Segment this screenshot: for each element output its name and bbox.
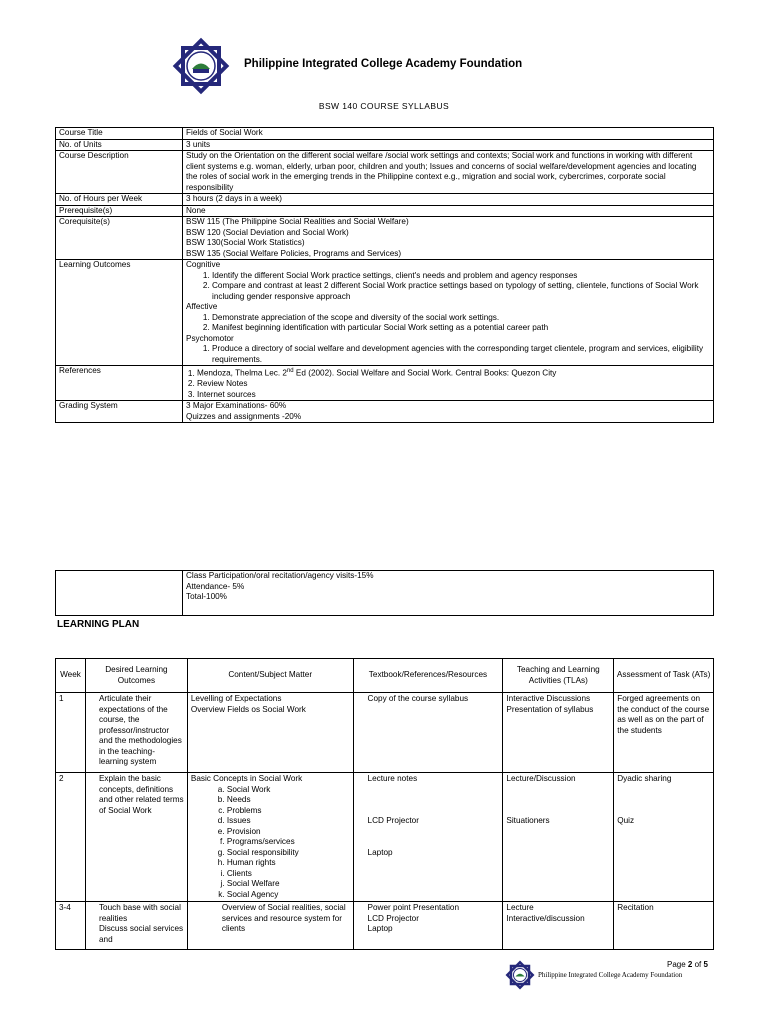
learning-plan-table bbox=[55, 658, 714, 950]
column-header: Week bbox=[56, 659, 86, 693]
list-item: 2. Review Notes bbox=[197, 379, 710, 390]
course-info-table bbox=[55, 127, 714, 423]
list-item: Touch base with social realities bbox=[98, 903, 181, 923]
label-cell bbox=[56, 571, 183, 616]
table-row bbox=[56, 773, 714, 902]
content-cell bbox=[187, 693, 353, 773]
list-item: e. Provision bbox=[227, 827, 350, 838]
label-cell: No. of Hours per Week bbox=[56, 194, 183, 206]
course-corequisites bbox=[183, 217, 714, 260]
column-header: Teaching and Learning Activities (TLAs) bbox=[503, 659, 614, 693]
ref-sup: nd bbox=[286, 368, 294, 374]
list-item: 1. Produce a directory of social welfare and development agencies with the corresponding target clientele, program and services, eligibility requirements. bbox=[212, 344, 710, 365]
outcome-heading: Psychomotor bbox=[186, 333, 234, 343]
course-description: Study on the Orientation on the different social welfare /social work settings and contexts; Social work and functions in working with different client systems e.g. woman, elderly, urban poor, children and youth; Issues and concerns of social welfare/development agencies and locating the roles of social work in the emerging trends in the Philippine context e.g., migration and social work, cybercrimes, corporate social responsibility bbox=[183, 151, 714, 194]
table-row bbox=[56, 217, 714, 260]
list-item: Attendance- 5% bbox=[186, 581, 245, 591]
table-row bbox=[56, 401, 714, 423]
list-item: BSW 120 (Social Deviation and Social Work) bbox=[186, 227, 349, 237]
table-row bbox=[56, 902, 714, 950]
assessment-cell: Recitation bbox=[614, 902, 714, 950]
org-name: Philippine Integrated College Academy Foundation bbox=[244, 58, 523, 70]
list-item: Class Participation/oral recitation/agency visits-15% bbox=[186, 571, 374, 580]
references bbox=[183, 366, 714, 401]
label-cell: Course Description bbox=[56, 151, 183, 194]
list-item: Interactive/discussion bbox=[506, 913, 585, 923]
tla-cell bbox=[503, 773, 614, 902]
list-item: k. Social Agency bbox=[227, 890, 350, 901]
table-row bbox=[56, 693, 714, 773]
list-item: Presentation of syllabus bbox=[506, 704, 594, 714]
list-item: f. Programs/services bbox=[227, 837, 350, 848]
resource-cell: Copy of the course syllabus bbox=[353, 693, 503, 773]
column-header: Textbook/References/Resources bbox=[353, 659, 503, 693]
list-item: Quizzes and assignments -20% bbox=[186, 411, 302, 421]
column-header: Content/Subject Matter bbox=[187, 659, 353, 693]
course-prerequisite: None bbox=[183, 205, 714, 217]
table-row bbox=[56, 139, 714, 151]
list-item: LCD Projector bbox=[367, 816, 419, 825]
list-item: Quiz bbox=[617, 816, 635, 825]
list-item: Total-100% bbox=[186, 592, 227, 601]
label-cell: Prerequisite(s) bbox=[56, 205, 183, 217]
list-item: Basic Concepts in Social Work bbox=[190, 774, 303, 783]
syllabus-title: BSW 140 COURSE SYLLABUS bbox=[318, 101, 450, 111]
label-cell: Grading System bbox=[56, 401, 183, 423]
list-item: BSW 115 (The Philippine Social Realities and Social Welfare) bbox=[186, 217, 409, 226]
list-item: Laptop bbox=[367, 924, 393, 933]
list-item: Lecture notes bbox=[367, 774, 418, 783]
list-item: Power point Presentation bbox=[367, 903, 460, 912]
list-item: Interactive Discussions bbox=[506, 694, 591, 703]
table-row bbox=[56, 366, 714, 401]
label-cell: Course Title bbox=[56, 128, 183, 140]
week-cell: 3-4 bbox=[56, 902, 86, 950]
list-item: c. Problems bbox=[227, 806, 350, 817]
table-row bbox=[56, 260, 714, 366]
grading-system-continued bbox=[183, 571, 714, 616]
table-header-row bbox=[56, 659, 714, 693]
list-item: Lecture/Discussion bbox=[506, 774, 576, 783]
list-item: 2. Compare and contrast at least 2 different Social Work practice settings based on typology of setting, clientele, functions of Social Work including gender responsive approach bbox=[212, 281, 710, 302]
ref-text: Mendoza, Thelma Lec. 2 bbox=[197, 368, 287, 378]
list-item: 2. Manifest beginning identification with particular Social Work setting as a potential career path bbox=[212, 323, 710, 334]
outcome-cell bbox=[85, 902, 187, 950]
footer-logo bbox=[505, 960, 535, 990]
list-item: 1. Demonstrate appreciation of the scope and diversity of the social work settings. bbox=[212, 313, 710, 324]
outcome-heading: Cognitive bbox=[186, 260, 221, 269]
list-item: Situationers bbox=[506, 816, 550, 825]
list-item: Laptop bbox=[367, 847, 393, 857]
list-item: i. Clients bbox=[227, 869, 350, 880]
list-item: Levelling of Expectations bbox=[190, 694, 282, 703]
tla-cell bbox=[503, 902, 614, 950]
learning-outcomes bbox=[183, 260, 714, 366]
content-cell bbox=[187, 773, 353, 902]
college-logo bbox=[171, 36, 231, 96]
list-item: 3. Internet sources bbox=[197, 390, 710, 401]
grading-system bbox=[183, 401, 714, 423]
list-item: Overview Fields os Social Work bbox=[190, 704, 306, 714]
footer-org-name: Philippine Integrated College Academy Foundation bbox=[538, 971, 683, 979]
list-item bbox=[197, 366, 710, 379]
list-item: h. Human rights bbox=[227, 858, 350, 869]
week-cell: 1 bbox=[56, 693, 86, 773]
column-header: Assessment of Task (ATs) bbox=[614, 659, 714, 693]
resource-cell bbox=[353, 902, 503, 950]
list-item: 3 Major Examinations- 60% bbox=[186, 401, 287, 411]
table-row bbox=[56, 194, 714, 206]
table-row bbox=[56, 128, 714, 140]
page-of: of bbox=[692, 960, 704, 969]
course-title: Fields of Social Work bbox=[183, 128, 714, 140]
assessment-cell bbox=[614, 773, 714, 902]
label-cell: References bbox=[56, 366, 183, 401]
content-cell: Overview of Social realities, social services and resource system for clients bbox=[187, 902, 353, 950]
outcome-cell: Explain the basic concepts, definitions and other related terms of Social Work bbox=[85, 773, 187, 902]
tla-cell bbox=[503, 693, 614, 773]
list-item: d. Issues bbox=[227, 816, 350, 827]
column-header: Desired Learning Outcomes bbox=[85, 659, 187, 693]
assessment-cell: Forged agreements on the conduct of the course as well as on the part of the students bbox=[614, 693, 714, 773]
label-cell: Learning Outcomes bbox=[56, 260, 183, 366]
label-cell: No. of Units bbox=[56, 139, 183, 151]
list-item: BSW 135 (Social Welfare Policies, Programs and Services) bbox=[186, 248, 402, 258]
list-item: j. Social Welfare bbox=[227, 879, 350, 890]
page-current: 2 bbox=[687, 960, 693, 969]
table-row bbox=[56, 571, 714, 616]
list-item: Dyadic sharing bbox=[617, 774, 672, 783]
outcome-heading: Affective bbox=[186, 302, 218, 311]
list-item: g. Social responsibility bbox=[227, 848, 350, 859]
label-cell: Corequisite(s) bbox=[56, 217, 183, 260]
ref-text: Ed (2002). Social Welfare and Social Work. Central Books: Quezon City bbox=[293, 368, 557, 378]
list-item: BSW 130(Social Work Statistics) bbox=[186, 238, 305, 247]
course-hours: 3 hours (2 days in a week) bbox=[183, 194, 714, 206]
list-item: a. Social Work bbox=[227, 785, 350, 796]
list-item: 1. Identify the different Social Work practice settings, client's needs and problem and agency responses bbox=[212, 271, 710, 282]
course-units: 3 units bbox=[183, 139, 714, 151]
list-item: Lecture bbox=[506, 903, 534, 912]
page-number bbox=[667, 960, 708, 969]
page-total: 5 bbox=[703, 960, 708, 969]
learning-plan-title: LEARNING PLAN bbox=[57, 619, 140, 630]
resource-cell bbox=[353, 773, 503, 902]
list-item: LCD Projector bbox=[367, 913, 419, 923]
list-item: Discuss social services and bbox=[98, 924, 184, 944]
outcome-cell: Articulate their expectations of the course, the professor/instructor and the methodologies in the teaching-learning system bbox=[85, 693, 187, 773]
list-item: b. Needs bbox=[227, 795, 350, 806]
table-row bbox=[56, 205, 714, 217]
page-label: Page bbox=[667, 960, 688, 969]
table-row bbox=[56, 151, 714, 194]
week-cell: 2 bbox=[56, 773, 86, 902]
grading-continuation-table bbox=[55, 570, 714, 616]
